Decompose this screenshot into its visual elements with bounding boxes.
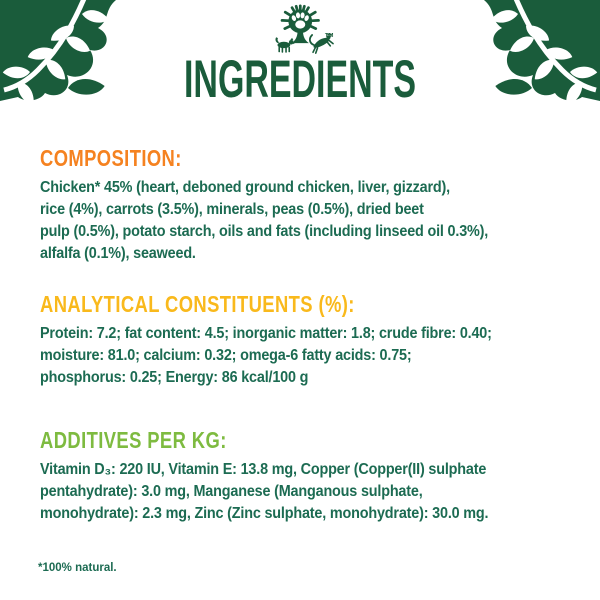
analytical-line-3: phosphorus: 0.25; Energy: 86 kcal/100 g: [40, 369, 309, 386]
analytical-constituents-heading: ANALYTICAL CONSTITUENTS (%):: [40, 291, 355, 317]
analytical-constituents-text: [40, 323, 585, 389]
additives-line-1: Vitamin D₃: 220 IU, Vitamin E: 13.8 mg, Copper (Copper(II) sulphate: [40, 461, 487, 478]
additives-heading: ADDITIVES PER KG:: [40, 427, 227, 453]
trademark-symbol: TM: [324, 32, 334, 39]
page-title: [0, 50, 600, 109]
composition-section: [40, 146, 585, 265]
footnote: *100% natural.: [38, 562, 117, 574]
additives-text: [40, 459, 585, 525]
composition-text: [40, 177, 585, 265]
additives-line-3: monohydrate): 2.3 mg, Zinc (Zinc sulphate, monohydrate): 30.0 mg.: [40, 505, 489, 522]
composition-line-4: alfalfa (0.1%), seaweed.: [40, 245, 196, 262]
composition-heading: COMPOSITION:: [40, 145, 182, 171]
composition-line-2: rice (4%), carrots (3.5%), minerals, peas (0.5%), dried beet: [40, 201, 424, 218]
additives-section: [40, 428, 585, 525]
composition-line-3: pulp (0.5%), potato starch, oils and fats (including linseed oil 0.3%),: [40, 223, 489, 240]
analytical-constituents-section: [40, 292, 585, 389]
additives-line-2: pentahydrate): 3.0 mg, Manganese (Manganous sulphate,: [40, 483, 423, 500]
tree-paw-pets-logo-icon: [271, 4, 335, 55]
analytical-line-1: Protein: 7.2; fat content: 4.5; inorganic matter: 1.8; crude fibre: 0.40;: [40, 325, 492, 342]
page-title-text: INGREDIENTS: [184, 50, 416, 109]
analytical-line-2: moisture: 81.0; calcium: 0.32; omega-6 fatty acids: 0.75;: [40, 347, 412, 364]
composition-line-1: Chicken* 45% (heart, deboned ground chicken, liver, gizzard),: [40, 179, 450, 196]
